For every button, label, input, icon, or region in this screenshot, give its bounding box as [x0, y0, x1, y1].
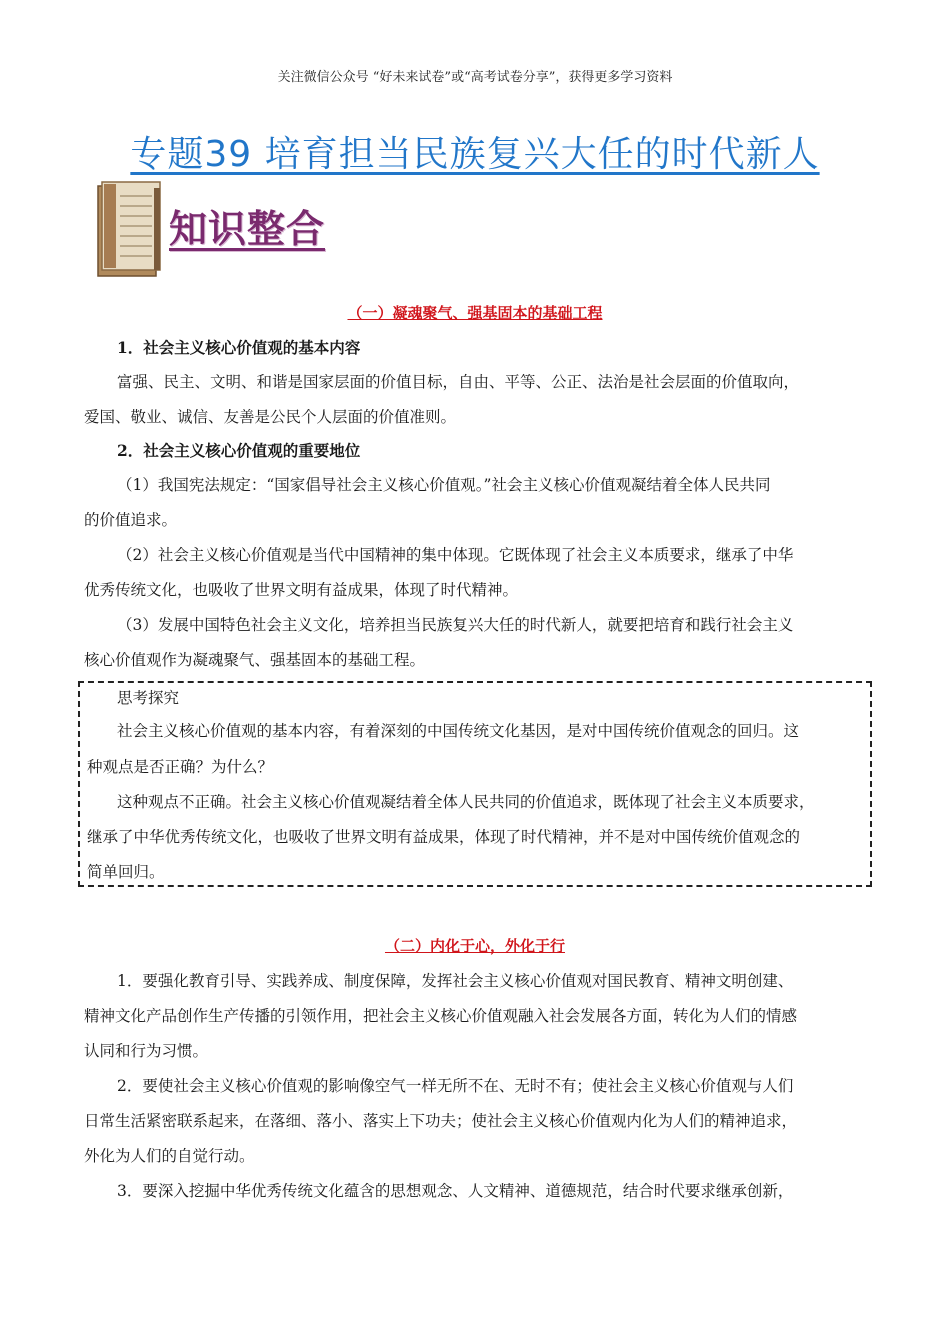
- section2-text-line: 外化为人们的自觉行动。: [84, 1147, 255, 1165]
- section1-text-line: 爱国、敬业、诚信、友善是公民个人层面的价值准则。: [84, 408, 457, 426]
- header-note: 关注微信公众号 “好未来试卷”或“高考试卷分享”，获得更多学习资料: [277, 70, 673, 85]
- section2-text-line: 1．要强化教育引导、实践养成、制度保障，发挥社会主义核心价值观对国民教育、精神文明创建、: [117, 972, 794, 990]
- section2-text-line: 日常生活紧密联系起来，在落细、落小、落实上下功夫；使社会主义核心价值观内化为人们的精神追求，: [84, 1112, 798, 1130]
- section1-text-line: （3）发展中国特色社会主义文化，培养担当民族复兴大任的时代新人，就要把培育和践行社会主义: [117, 616, 794, 634]
- section2-text-line: 2．要使社会主义核心价值观的影响像空气一样无所不在、无时不有；使社会主义核心价值观与人们: [117, 1077, 794, 1095]
- book-icon: [94, 180, 169, 280]
- section1-text-line: （1）我国宪法规定：“国家倡导社会主义核心价值观。”社会主义核心价值观凝结着全体人民共同: [117, 476, 771, 494]
- think-box: [78, 681, 872, 887]
- section2-text-line: 3．要深入挖掘中华优秀传统文化蕴含的思想观念、人文精神、道德规范，结合时代要求继承创新，: [117, 1182, 794, 1200]
- think-text-line: 继承了中华优秀传统文化，也吸收了世界文明有益成果，体现了时代精神，并不是对中国传统价值观念的: [87, 828, 801, 846]
- section2-heading: （二）内化于心，外化于行: [384, 937, 565, 955]
- think-title: 思考探究: [117, 689, 180, 707]
- think-text-line: 种观点是否正确？为什么？: [87, 758, 274, 776]
- section2-text-line: 精神文化产品创作生产传播的引领作用，把社会主义核心价值观融入社会发展各方面，转化为人们的情感: [84, 1007, 798, 1025]
- section2-text-line: 认同和行为习惯。: [84, 1042, 209, 1060]
- section1-text-line: （2）社会主义核心价值观是当代中国精神的集中体现。它既体现了社会主义本质要求，继承了中华: [117, 546, 794, 564]
- section1-subheading-1: 1．社会主义核心价值观的基本内容: [117, 338, 361, 357]
- section1-subheading-2: 2．社会主义核心价值观的重要地位: [117, 441, 361, 460]
- think-text-line: 这种观点不正确。社会主义核心价值观凝结着全体人民共同的价值追求，既体现了社会主义本质要求，: [117, 793, 815, 811]
- knowledge-banner: [94, 180, 334, 280]
- page-title[interactable]: 专题39 培育担当民族复兴大任的时代新人: [130, 134, 820, 175]
- section1-text-line: 的价值追求。: [84, 511, 178, 529]
- section1-text-line: 富强、民主、文明、和谐是国家层面的价值目标，自由、平等、公正、法治是社会层面的价值取向，: [117, 373, 800, 391]
- section1-heading: （一）凝魂聚气、强基固本的基础工程: [347, 304, 603, 322]
- banner-label: 知识整合: [169, 207, 326, 251]
- think-text-line: 社会主义核心价值观的基本内容，有着深刻的中国传统文化基因，是对中国传统价值观念的回归。这: [117, 722, 800, 740]
- section1-text-line: 核心价值观作为凝魂聚气、强基固本的基础工程。: [84, 651, 426, 669]
- section1-text-line: 优秀传统文化，也吸收了世界文明有益成果，体现了时代精神。: [84, 581, 519, 599]
- think-text-line: 简单回归。: [87, 863, 165, 881]
